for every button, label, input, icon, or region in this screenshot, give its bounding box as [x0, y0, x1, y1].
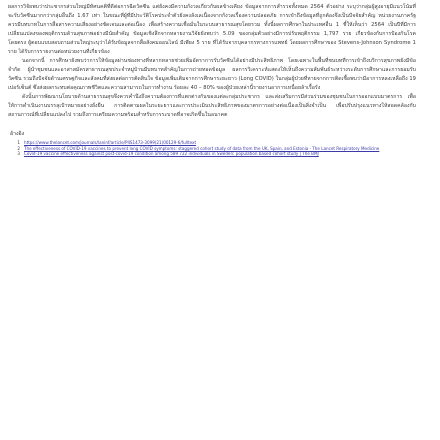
reference-item	[14, 151, 416, 157]
body-paragraph-2: นอกจากนี้ การศึกษายังพบว่าการให้ข้อมูลผ่านช่องทางที่หลากหลายช่วยเพิ่มอัตราการรับวัคซีนได้อย่างมีประสิทธิภาพ โดยเฉพาะในพื้นที่ชนบทที่การเข้าถึงบริการสุขภาพยังมีข้อจำกัด ผู้นำชุมชนและอาสาสมัครสาธารณสุขประจำหมู่บ้านมีบทบาทสำคัญในการถ่ายทอดข้อมูล ผลการวิเคราะห์แสดงให้เห็นถึงความสัมพันธ์ระหว่างระดับการศึกษาและการยอมรับวัคซีน รวมถึงปัจจัยด้านเศรษฐกิจและสังคมที่ส่งผลต่อการตัดสินใจ ข้อมูลเพิ่มเติมจากการศึกษาระยะยาว (Long COVID) ในกลุ่มผู้ป่วยที่หายจากการติดเชื้อพบว่ามีอาการหลงเหลือถึง 19 เปอร์เซ็นต์ ซึ่งส่งผลกระทบต่อคุณภาพชีวิตและความสามารถในการทำงาน ร้อยละ 40 – 80% ของผู้ป่วยเหล่านี้รายงานอาการเหนื่อยล้าเรื้อรัง	[8, 58, 416, 91]
reference-link[interactable]: Covid-19 vaccine effectiveness against post-covid-19 condition among 589 722 individuals in Sweden: population based cohort study | The BMJ	[24, 151, 319, 157]
body-paragraph-1: ผลการวิจัยพบว่าประชากรส่วนใหญ่มีทัศนคติที่ดีต่อการฉีดวัคซีน แต่ยังคงมีความกังวลเกี่ยวกับผลข้างเคียง ข้อมูลจากการสำรวจทั้งหมด 2564 ตัวอย่าง ระบุว่ากลุ่มผู้สูงอายุมีแนวโน้มที่จะรับวัคซีนมากกว่ากลุ่มอื่นถึง 1.67 เท่า ในขณะที่ผู้ที่มีประวัติโรคประจำตัวยังคงลังเลเนื่องจากกังวลเรื่องความปลอดภัย การเข้าถึงข้อมูลที่ถูกต้องจึงเป็นปัจจัยสำคัญ หน่วยงานภาครัฐควรมีบทบาทในการสื่อสารความเสี่ยงอย่างชัดเจนและต่อเนื่อง เพื่อสร้างความเชื่อมั่นในระบบสาธารณสุขโดยรวม ทั้งนี้ผลการศึกษาในประเทศอื่น 1 ชี้ให้เห็นว่า 2564 เป็นปีที่มีการเปลี่ยนแปลงของพฤติกรรมด้านสุขภาพอย่างมีนัยสำคัญ ข้อมูลเชิงลึกจากหลายงานวิจัยยังพบว่า 5.09 ของกลุ่มตัวอย่างมีการปรับพฤติกรรม 1,797 ราย เกี่ยวข้องกับการป้องกันโรคโดยตรง ผู้ตอบแบบสอบถามส่วนใหญ่ระบุว่าได้รับข้อมูลจากสื่อสังคมออนไลน์ มีเพียง 5 ราย ที่ได้รับจากบุคลากรทางการแพทย์ โดยผลการศึกษาของ Stevens-Johnson Syndrome 1 ราย ได้รับการรายงานต่อหน่วยงานที่เกี่ยวข้อง	[8, 4, 416, 55]
references-list	[8, 140, 416, 157]
reference-number: 1	[17, 139, 20, 145]
reference-link[interactable]: https://www.thelancet.com/journals/laninf/article/PIIS1473-3099(21)00129-6/fulltext	[24, 139, 197, 145]
reference-number: 3	[17, 151, 20, 157]
reference-number: 2	[17, 145, 20, 151]
references-title: อ้างอิง	[10, 130, 25, 137]
body-paragraph-3: ดังนั้นการพัฒนานโยบายด้านสาธารณสุขจึงควรคำนึงถึงความต้องการที่แตกต่างกันของแต่ละกลุ่มประชากร และส่งเสริมการมีส่วนร่วมของชุมชนในการออกแบบมาตรการ เพื่อให้การดำเนินงานบรรลุเป้าหมายอย่างยั่งยืน การติดตามผลในระยะยาวและการประเมินประสิทธิภาพของมาตรการอย่างต่อเนื่องเป็นสิ่งจำเป็น เพื่อปรับปรุงแนวทางให้สอดคล้องกับสถานการณ์ที่เปลี่ยนแปลงไป รวมถึงการเตรียมความพร้อมสำหรับการระบาดที่อาจเกิดขึ้นในอนาคต	[8, 94, 416, 119]
reference-link[interactable]: The effectiveness of COVID-19 vaccines to prevent long COVID symptoms: staggered cohort study of data from the UK, Spain, and Estonia - The Lancet Respiratory Medicine	[24, 145, 380, 151]
